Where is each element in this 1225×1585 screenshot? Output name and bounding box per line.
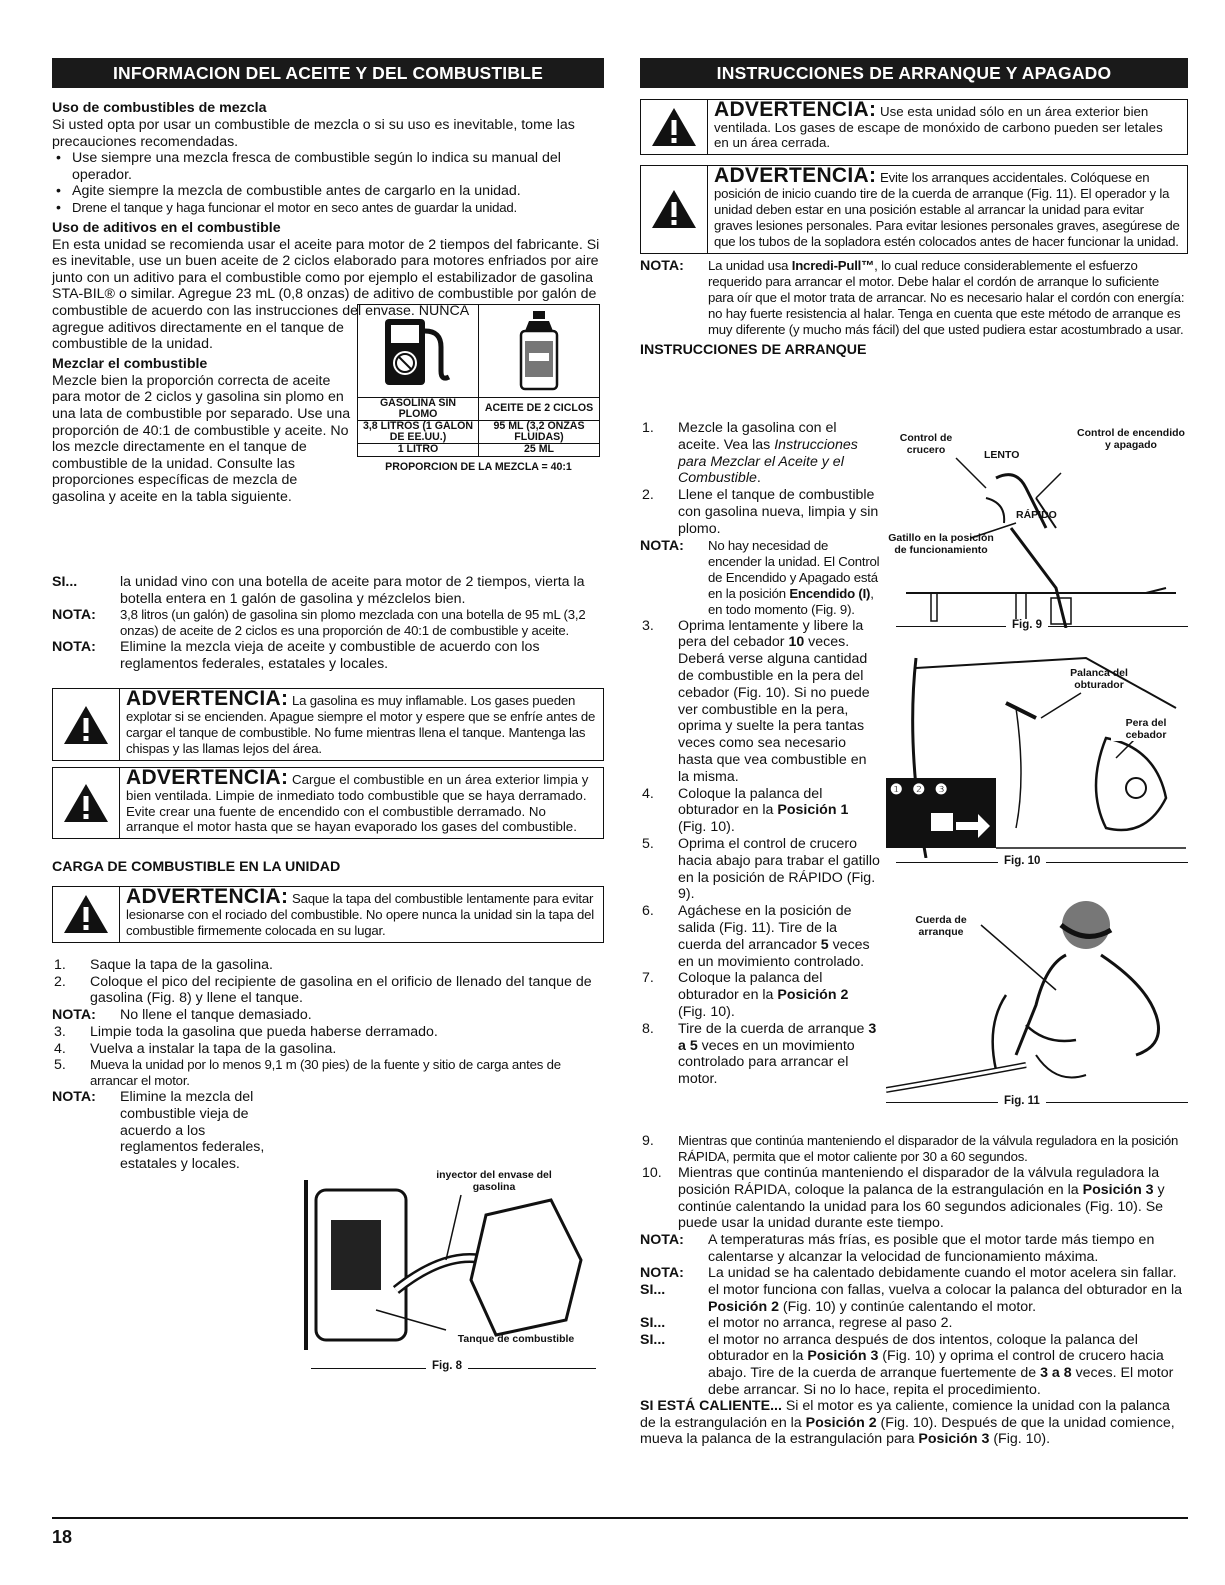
paragraph-additives: En esta unidad se recomienda usar el aceite para motor de 2 tiempos del fabricante. Si es inevitable, use un buen aceite de 2 ciclos elaborado para motores enfriados por aire junto con un aditivo para el combustible como por ejemplo el estabilizador de gasolina STA-BIL® o similar. Agregue 23 mL (0,8 onzas) de aditivo de combustible por galón de combustible de acuerdo con las instrucciones del envase. NUNCA — [52, 236, 600, 319]
section-banner-start: INSTRUCCIONES DE ARRANQUE Y APAGADO — [640, 58, 1188, 88]
heading-additives: Uso de aditivos en el combustible — [52, 219, 281, 236]
si-note: SI... el motor no arranca, regrese al paso 2. — [640, 1315, 953, 1332]
paragraph-mix-fuel: Si usted opta por usar un combustible de mezcla o si su uso es inevitable, tome las precauciones recomendadas. — [52, 117, 575, 150]
si-note: SI... la unidad vino con una botella de aceite para motor de 2 tiempos, vierta la botella entera en 1 galón de gasolina y mézclelos bien. — [52, 574, 585, 607]
bullet-item: • Agite siempre la mezcla de combustible antes de cargarlo en la unidad. — [56, 183, 521, 200]
gas-pump-icon — [373, 311, 463, 391]
mix-ratio-table: GASOLINA SIN PLOMO ACEITE DE 2 CICLOS 3,8 LITROS (1 GALON DE EE.UU.) 95 ML (3,2 ONZAS FLUIDAS) 1 LITRO 25 ML PROPORCION DE LA MEZCLA = 40:1 — [357, 304, 600, 473]
label-choke-lever: Palanca del obturador — [1070, 667, 1128, 691]
warning-triangle-icon — [62, 704, 110, 746]
list-item: 6. Agáchese en la posición de salida (Fig. 11). Tire de la cuerda del arrancador 5 veces en un movimiento controlado. — [642, 903, 870, 970]
label-fuel-spout: inyector del envase del gasolina — [436, 1169, 552, 1193]
fuel-can-illustration — [296, 1170, 596, 1360]
list-item: 3. Oprima lentamente y libere la pera del cebador 10 veces. Deberá verse alguna cantidad de combustible en la pera del cebador (Fig. 10). Si no puede ver combustible en la pera, oprima y suelte la pera tantas veces como sea necesario hasta que vea combustible en la misma. — [642, 617, 870, 785]
page-number: 18 — [52, 1527, 73, 1547]
figure-11 — [886, 895, 1188, 1115]
label-fuel-tank: Tanque de combustible — [457, 1333, 575, 1345]
heading-start: INSTRUCCIONES DE ARRANQUE — [640, 341, 867, 358]
mix-ratio-caption: PROPORCION DE LA MEZCLA = 40:1 — [385, 460, 572, 473]
nota-note: NOTA: Elimine la mezcla vieja de aceite y combustible de acuerdo con los reglamentos federales, estatales y locales. — [52, 639, 540, 672]
figure-10 — [886, 648, 1188, 873]
throttle-illustration — [886, 428, 1188, 628]
label-trigger-position: Gatillo en la posición de funcionamiento — [888, 532, 994, 556]
paragraph-additives-end: agregue aditivos directamente en el tanque de combustible de la unidad. — [52, 319, 344, 353]
bullet-item: • Use siempre una mezcla fresca de combustible según lo indica su manual del operador. — [56, 150, 561, 183]
list-item: 2. Llene el tanque de combustible con gasolina nueva, limpia y sin plomo. — [642, 487, 879, 537]
warning-box: ADVERTENCIA: Saque la tapa del combustible lentamente para evitar lesionarse con el rociado del combustible. No opere nunca la unidad sin la tapa del combustible firmemente colocada en su lugar. — [52, 886, 604, 943]
list-item: 4. Vuelva a instalar la tapa de la gasolina. — [54, 1040, 337, 1057]
figure-8 — [296, 1170, 596, 1375]
choke-position-numbers: ❶ ❷ ❸ — [890, 781, 951, 797]
label-fast: RÁPIDO — [1016, 509, 1057, 521]
nota-note: NOTA: 3,8 litros (un galón) de gasolina sin plomo mezclada con una botella de 95 mL (3,2 onzas) de aceite de 2 ciclos es una proporción de 40:1 de combustible y aceite. — [52, 607, 586, 639]
figure-caption: Fig. 9 — [1006, 619, 1048, 631]
list-item: 8. Tire de la cuerda de arranque 3 a 5 veces en un movimiento controlado para arrancar el motor. — [642, 1020, 877, 1088]
warning-triangle-icon — [62, 893, 110, 935]
right-steps-narrow — [640, 420, 880, 1088]
nota-note: NOTA: A temperaturas más frías, es posible que el motor tarde más tiempo en calentarse y alcanzar la velocidad de funcionamiento máxima. — [640, 1232, 1155, 1265]
figure-9 — [886, 428, 1188, 640]
list-item: 3. Limpie toda la gasolina que pueda haberse derramado. — [54, 1023, 438, 1040]
footer-rule — [52, 1517, 1188, 1519]
warning-box: ADVERTENCIA: Use esta unidad sólo en un área exterior bien ventilada. Los gases de escape de monóxido de carbono pueden ser letales en un área cerrada. — [640, 99, 1188, 155]
list-item: 7. Coloque la palanca del obturador en la Posición 2 (Fig. 10). — [642, 970, 849, 1020]
nota-note: NOTA: No llene el tanque demasiado. — [52, 1007, 312, 1024]
heading-mixing: Mezclar el combustible — [52, 355, 208, 372]
figure-caption: Fig. 8 — [426, 1360, 468, 1372]
nota-note: NOTA: La unidad usa Incredi-Pull™, lo cual reduce considerablemente el esfuerzo requerido para arrancar el motor. Debe halar el cordón de arranque lo suficiente para oír que el motor trata de arrancar. No es necesario halar el cordón con energía: no hay fuerte resistencia al halar. Tenga en cuenta que este método de arranque es muy diferente (y mucho más fácil) del que usted pudiera estar acostumbrado a usar. — [640, 257, 1185, 337]
list-item: 1. Mezcle la gasolina con el aceite. Vea las Instrucciones para Mezclar el Aceite y el Combustible. — [642, 420, 858, 487]
label-primer-bulb: Pera del cebador — [1111, 718, 1181, 741]
warning-box: ADVERTENCIA: Evite los arranques accidentales. Colóquese en posición de inicio cuando tire de la cuerda de arranque (Fig. 11). El operador y la unidad deben estar en una posición estable al arrancar la unidad para evitar graves lesiones personales. Para evitar lesiones personales graves, asegúrese de que los tubos de la sopladora estén colocados antes de hacer funcionar la unidad. — [640, 165, 1188, 254]
label-starter-rope: Cuerda de arranque — [915, 914, 967, 938]
si-note: SI... el motor no arranca después de dos intentos, coloque la palanca del obturador en la Posición 3 (Fig. 10) y oprima el control de crucero hacia abajo. Tire de la cuerda de arranque fuertemente de 3 a 8 veces. El motor debe arrancar. Si no lo hace, repita el procedimiento. — [640, 1331, 1174, 1398]
bullet-item: • Drene el tanque y haga funcionar el motor en seco antes de guardar la unidad. — [56, 199, 518, 216]
warning-box: ADVERTENCIA: Cargue el combustible en un área exterior limpia y bien ventilada. Limpie de inmediato todo combustible que se haya derramado. Evite crear una fuente de encendido con el combustible derramado. No arranque el motor hasta que se hayan evaporado los gases del combustible. — [52, 767, 604, 838]
nota-note: NOTA: La unidad se ha calentado debidamente cuando el motor acelera sin fallar. — [640, 1265, 1177, 1282]
list-item: 9. Mientras que continúa manteniendo el disparador de la válvula reguladora en la posición RÁPIDA, permita que el motor caliente por 30 a 60 segundos. — [642, 1133, 1179, 1164]
list-item: 10. Mientras que continúa manteniendo el disparador de la válvula reguladora la posición RÁPIDA, coloque la palanca de la estrangulación en la Posición 3 y continúe calentando la unidad para los 60 segundos adicionales (Fig. 10). Se puede usar la unidad durante este tiempo. — [642, 1165, 1165, 1232]
figure-caption: Fig. 11 — [998, 1095, 1046, 1107]
paragraph-mixing: Mezcle bien la proporción correcta de aceite para motor de 2 ciclos y gasolina sin plomo en una lata de combustible por separado. Use una proporción de 40:1 de combustible y aceite. No los mezcle directamente en el tanque de combustible de la unidad. Consulte las proporciones específicas de mezcla de gasolina y aceite en la tabla siguiente. — [52, 372, 351, 505]
list-item: 1. Saque la tapa de la gasolina. — [54, 956, 274, 973]
heading-fueling: CARGA DE COMBUSTIBLE EN LA UNIDAD — [52, 858, 341, 875]
left-column-lower — [52, 574, 604, 1172]
label-cruise-control: Control de crucero — [899, 432, 953, 456]
list-item: 5. Mueva la unidad por lo menos 9,1 m (30 pies) de la fuente y sitio de carga antes de arrancar el motor. — [54, 1057, 561, 1089]
warning-triangle-icon — [650, 188, 698, 230]
warning-triangle-icon — [62, 782, 110, 824]
warning-triangle-icon — [650, 106, 698, 148]
heading-mix-fuel: Uso de combustibles de mezcla — [52, 100, 267, 116]
figure-caption: Fig. 10 — [998, 855, 1046, 867]
nota-note: NOTA: Elimine la mezcla del combustible vieja de acuerdo a los reglamentos federales, estatales y locales. — [52, 1089, 265, 1172]
oil-bottle-icon — [509, 309, 569, 393]
nota-note: NOTA: No hay necesidad de encender la unidad. El Control de Encendido y Apagado está en la posición Encendido (I), en todo momento (Fig. 9). — [640, 537, 880, 617]
label-slow: LENTO — [984, 449, 1020, 461]
warning-box: ADVERTENCIA: La gasolina es muy inflamable. Los gases pueden explotar si se encienden. Apague siempre el motor y espere que se enfríe antes de cargar el tanque de combustible. No fume mientras llena el tanque. Mantenga las chispas y las llamas lejos del área. — [52, 688, 604, 761]
list-item: 4. Coloque la palanca del obturador en la Posición 1 (Fig. 10). — [642, 785, 849, 836]
section-banner-fuel: INFORMACION DEL ACEITE Y DEL COMBUSTIBLE — [52, 58, 604, 88]
list-item: 2. Coloque el pico del recipiente de gasolina en el orificio de llenado del tanque de gasolina (Fig. 8) y llene el tanque. — [54, 973, 592, 1007]
label-on-off-control: Control de encendido y apagado — [1077, 427, 1185, 451]
right-steps-wide — [640, 1133, 1188, 1448]
hot-start-note: SI ESTÁ CALIENTE... Si el motor es ya caliente, comience la unidad con la palanca de la estrangulación en la Posición 2 (Fig. 10). Después de que la unidad comience, mueva la palanca de la estrangulación para Posición 3 (Fig. 10). — [640, 1398, 1175, 1448]
list-item: 5. Oprima el control de crucero hacia abajo para trabar el gatillo en la posición de RÁPIDO (Fig. 9). — [642, 835, 880, 903]
right-column — [640, 97, 1188, 359]
si-note: SI... el motor funciona con fallas, vuelva a colocar la palanca del obturador en la Posición 2 (Fig. 10) y continúe calentando el motor. — [640, 1281, 1182, 1315]
